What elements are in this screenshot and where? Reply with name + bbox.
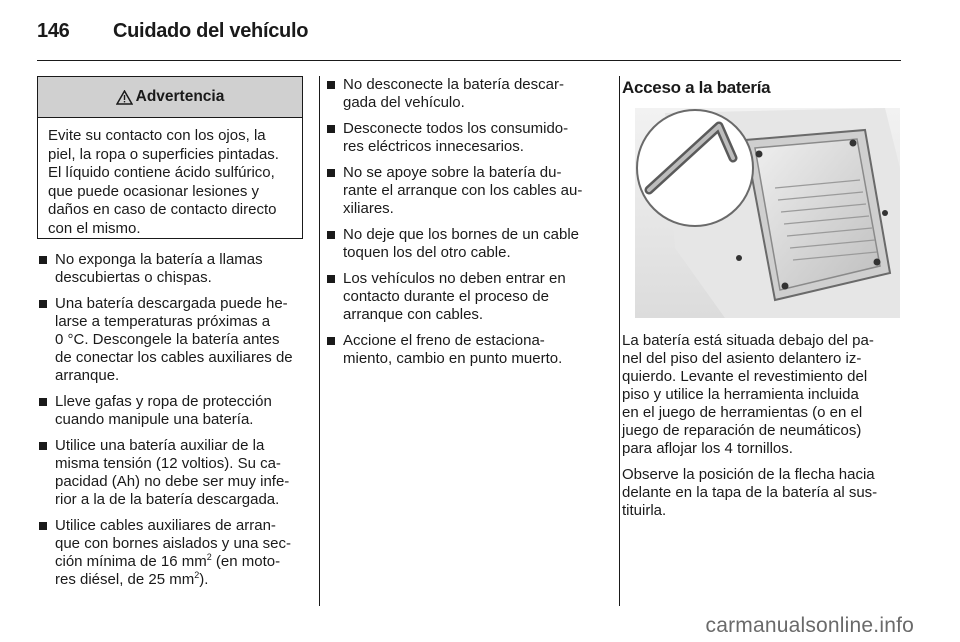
page-number: 146 [37,20,70,42]
warning-line: Evite su contacto con los ojos, la [48,127,266,144]
warning-line: daños en caso de contacto directo [48,201,277,218]
list-item: Lleve gafas y ropa de protección cuando manipule una batería. [37,393,312,429]
section-heading: Acceso a la batería [622,78,771,97]
list-item: No desconecte la batería descar- gada del vehículo. [325,76,615,112]
column-1-list [37,251,312,597]
paragraph: La batería está situada debajo del pa- nel del piso del asiento delantero iz- quierdo. Levante el revestimiento del piso y utilice la herramienta incluida en el juego de herramientas (o en el juego de reparación de neumáticos) para aflojar los 4 tornillos. [622,332,874,457]
warning-title: Advertencia [135,88,225,105]
list-item: Utilice cables auxiliares de arran- que con bornes aislados y una sec- ción mínima de 16 $mm^2$ (en moto- res diésel, de 25 $mm^2$). [37,517,312,589]
warning-triangle-icon [116,90,133,105]
list-item: No exponga la batería a llamas descubiertas o chispas. [37,251,312,287]
list-item: Una batería descargada puede he- larse a temperaturas próximas a 0 °C. Descongele la batería antes de conectar los cables auxiliares de arranque. [37,295,312,385]
list-item: No deje que los bornes de un cable toquen los del otro cable. [325,226,615,262]
page-title: Cuidado del vehículo [113,20,309,42]
battery-cover-illustration [635,108,900,318]
warning-line: que puede ocasionar lesiones y [48,182,259,200]
list-item: Los vehículos no deben entrar en contacto durante el proceso de arranque con cables. [325,270,615,324]
list-item: Desconecte todos los consumido- res eléctricos innecesarios. [325,120,615,156]
list-item: Accione el freno de estaciona- miento, cambio en punto muerto. [325,332,615,368]
warning-text [38,118,302,238]
access-text [622,332,902,528]
warning-line: piel, la ropa o superficies pintadas. [48,145,279,163]
warning-line: El líquido contiene ácido sulfúrico, [48,164,275,181]
column-divider-2 [619,76,620,606]
superscript: 2 [206,552,212,562]
paragraph: Observe la posición de la flecha hacia delante en la tapa de la batería al sus- tituirla. [622,466,878,519]
header-rule [37,60,901,61]
superscript: 2 [194,570,200,580]
list-item: No se apoye sobre la batería du- rante el arranque con los cables au- xiliares. [325,164,615,218]
warning-line: con el mismo. [48,219,141,237]
list-item: Utilice una batería auxiliar de la misma tensión (12 voltios). Su ca- pacidad (Ah) no debe ser muy infe- rior a la de la batería descargada. [37,437,312,509]
warning-header [38,77,302,118]
watermark: carmanualsonline.info [705,614,914,637]
column-divider-1 [319,76,320,606]
page-header [37,20,308,43]
column-2-list [325,76,615,376]
detail-magnifier [637,110,753,226]
warning-box [37,76,303,239]
